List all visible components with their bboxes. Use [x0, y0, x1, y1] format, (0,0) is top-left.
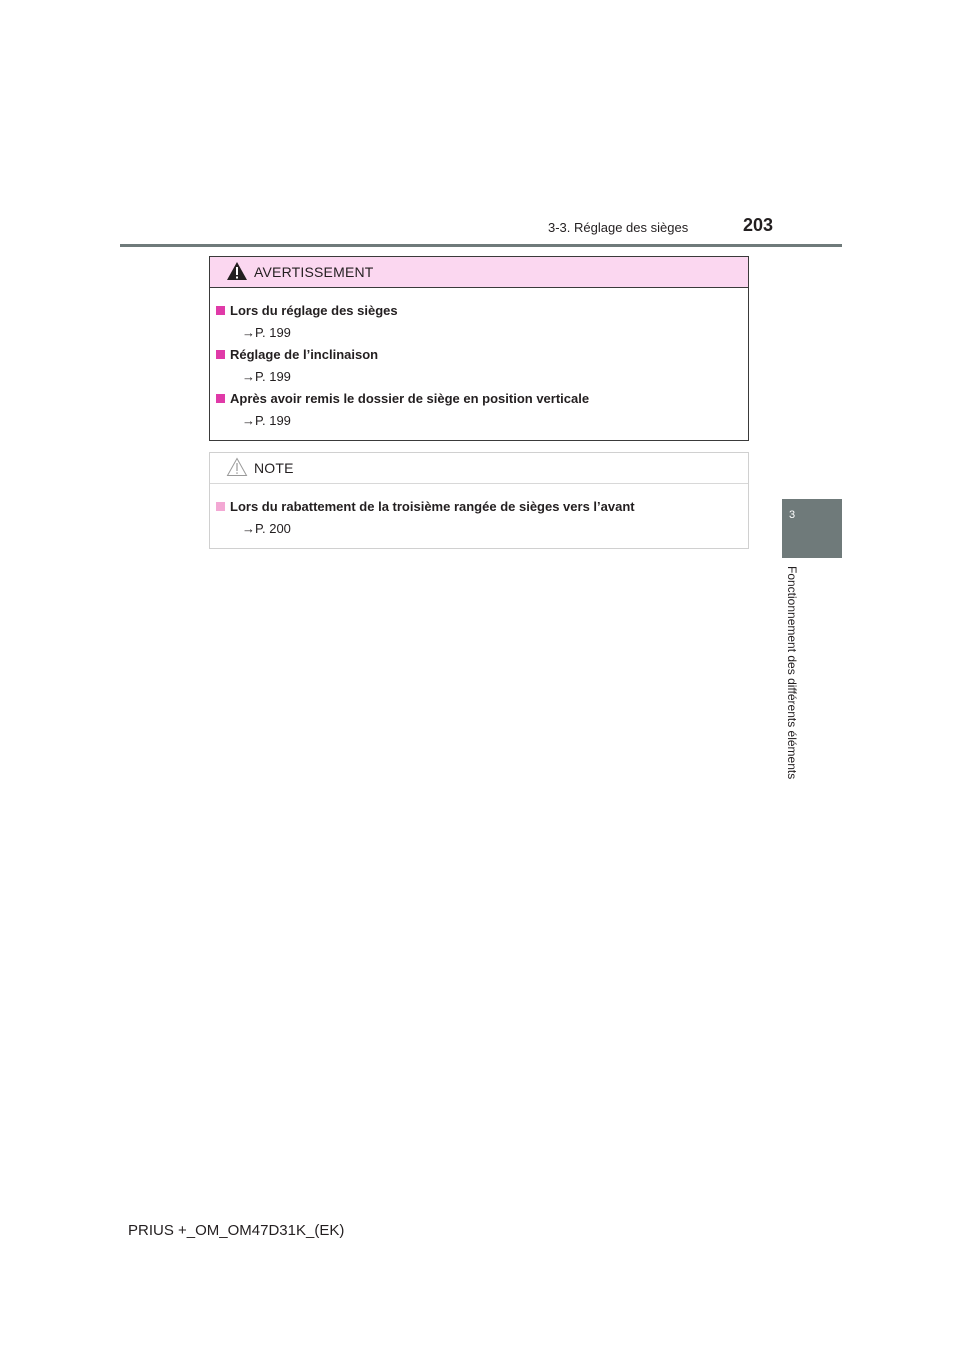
- note-box-header: [210, 453, 748, 484]
- square-bullet-icon: [216, 350, 225, 359]
- warning-item-reference: →P. 199: [242, 325, 291, 340]
- warning-box-header: [210, 257, 748, 288]
- note-items: [210, 484, 748, 540]
- warning-item: [216, 300, 748, 344]
- note-box-title: NOTE: [254, 460, 294, 476]
- warning-item-heading-text: Après avoir remis le dossier de siège en position verticale: [230, 391, 590, 406]
- note-item-heading-text: Lors du rabattement de la troisième rangée de sièges vers l’avant: [230, 499, 635, 514]
- square-bullet-icon: [216, 394, 225, 403]
- warning-item-reference: →P. 199: [242, 413, 291, 428]
- square-bullet-icon: [216, 502, 225, 511]
- note-item-heading: [216, 496, 748, 518]
- header-section-title: 3-3. Réglage des sièges: [548, 220, 689, 235]
- footer-document-code: PRIUS +_OM_OM47D31K_(EK): [128, 1222, 345, 1239]
- warning-item: [216, 388, 748, 432]
- chapter-tab-number: 3: [788, 509, 796, 521]
- warning-item-heading: [216, 300, 748, 322]
- warning-item-heading: [216, 344, 748, 366]
- header-rule: [120, 244, 842, 247]
- warning-item-heading-text: Réglage de l’inclinaison: [230, 347, 379, 362]
- note-item: [216, 496, 748, 540]
- warning-items: [210, 288, 748, 432]
- warning-item-heading: [216, 388, 748, 410]
- note-box: [209, 452, 749, 549]
- square-bullet-icon: [216, 306, 225, 315]
- caution-outline-triangle-icon: [226, 457, 248, 477]
- warning-box-title: AVERTISSEMENT: [254, 264, 374, 280]
- warning-item-reference: →P. 199: [242, 369, 291, 384]
- warning-item: [216, 344, 748, 388]
- warning-box: [209, 256, 749, 441]
- warning-item-heading-text: Lors du réglage des sièges: [230, 303, 398, 318]
- chapter-side-label: Fonctionnement des différents éléments: [785, 566, 799, 780]
- note-item-reference: →P. 200: [242, 521, 291, 536]
- warning-triangle-icon: [226, 261, 248, 281]
- page-number: 203: [743, 215, 774, 235]
- chapter-tab: [782, 499, 842, 558]
